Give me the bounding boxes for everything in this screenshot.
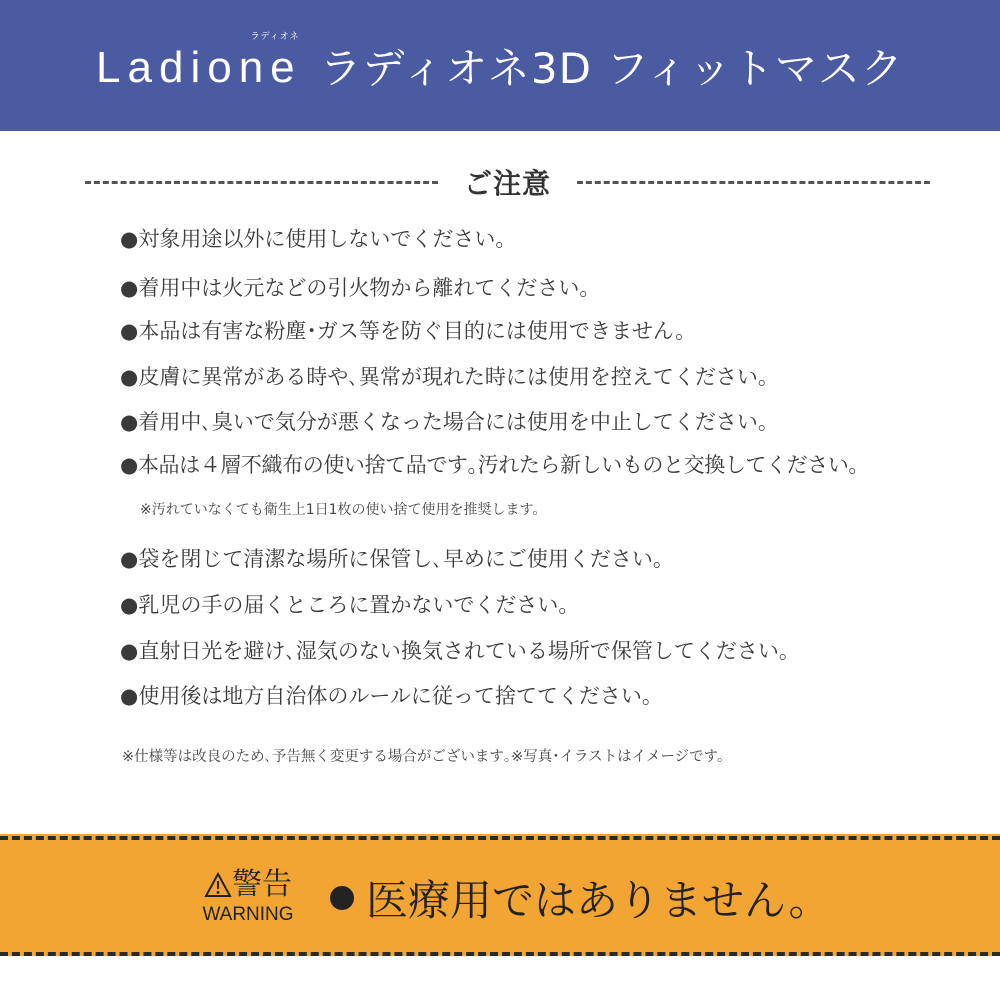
sub-note: ※汚れていなくても衛生上1日1枚の使い捨て使用を推奨します。	[140, 502, 547, 518]
caution-item: ●使用後は地方自治体のルールに従って捨ててください。	[120, 684, 663, 708]
warning-label: 警告	[232, 867, 292, 902]
warning-message-row	[330, 872, 831, 924]
caution-item: ●本品は４層不織布の使い捨て品です｡汚れたら新しいものと交換してください。	[120, 453, 870, 477]
warning-label-en: WARNING	[202, 904, 294, 925]
brand-ruby: ラディオネ	[250, 31, 300, 42]
caution-item: ●直射日光を避け､湿気のない換気されている場所で保管してください。	[120, 639, 800, 663]
caution-item: ●皮膚に異常がある時や､異常が現れた時には使用を控えてください。	[120, 365, 779, 389]
caution-item: ●乳児の手の届くところに置かないでください。	[120, 593, 580, 617]
warning-sign	[188, 868, 308, 938]
warning-message: 医療用ではありません。	[366, 876, 831, 925]
caution-item: ●袋を閉じて清潔な場所に保管し､早めにご使用ください。	[120, 547, 674, 571]
caution-item: ●着用中､臭いで気分が悪くなった場合には使用を中止してください。	[120, 410, 779, 434]
warning-triangle-icon	[204, 872, 232, 898]
bullet-icon	[330, 886, 354, 910]
disclaimer: ※仕様等は改良のため､予告無く変更する場合がございます｡※写真･イラストはイメージです。	[122, 749, 732, 765]
caution-item: ●着用中は火元などの引火物から離れてください。	[120, 276, 601, 300]
brand-name: Ladione	[96, 42, 302, 92]
warning-dashed-border-bottom	[0, 952, 1000, 956]
product-title: ラディオネ3D フィットマスク	[319, 43, 904, 93]
caution-item: ●対象用途以外に使用しないでください。	[120, 227, 517, 251]
caution-item: ●本品は有害な粉塵･ガス等を防ぐ目的には使用できません。	[120, 319, 697, 343]
warning-dashed-border-top	[0, 836, 1000, 840]
caution-title: ご注意	[464, 167, 552, 200]
